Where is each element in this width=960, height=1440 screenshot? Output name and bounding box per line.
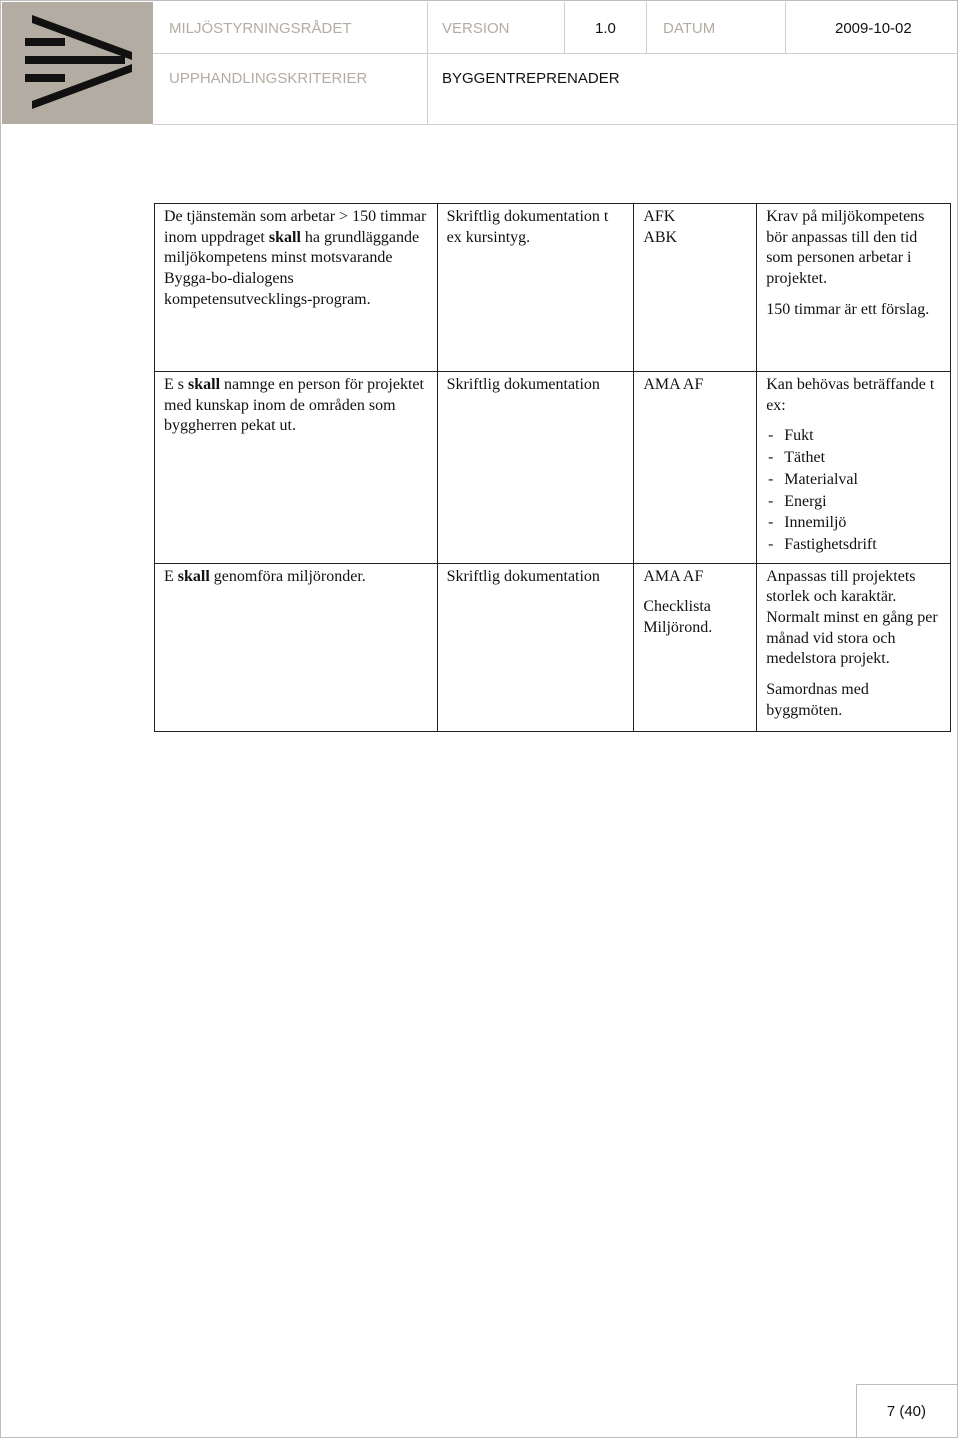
list-item: - Innemiljö bbox=[766, 513, 941, 535]
list-item: - Materialval bbox=[766, 470, 941, 492]
table-row bbox=[155, 563, 951, 731]
logo bbox=[2, 2, 153, 124]
arrow-lines-logo-icon bbox=[20, 12, 135, 112]
list-item: - Fastighetsdrift bbox=[766, 535, 941, 557]
header-column-divider bbox=[646, 2, 647, 53]
table-row bbox=[155, 372, 951, 564]
reference-cell: AMA AF bbox=[634, 372, 757, 564]
list-item: - Energi bbox=[766, 492, 941, 514]
requirement-cell: De tjänstemän som arbetar > 150 timmar inom uppdraget skall ha grundläggande miljökompetens minst motsvarande Bygga-bo-dialogens kompetensutvecklings-program. bbox=[155, 204, 438, 372]
table-row bbox=[155, 204, 951, 372]
header-column-divider bbox=[785, 2, 786, 53]
header-column-divider bbox=[564, 2, 565, 53]
header-divider bbox=[153, 53, 958, 54]
reference-cell: AFK ABK bbox=[634, 204, 757, 372]
header-bottom-border bbox=[153, 124, 958, 125]
requirement-cell: E skall genomföra miljöronder. bbox=[155, 563, 438, 731]
date-value: 2009-10-02 bbox=[835, 20, 912, 37]
version-label: VERSION bbox=[442, 20, 510, 37]
org-name: MILJÖSTYRNINGSRÅDET bbox=[169, 20, 352, 37]
date-label: DATUM bbox=[663, 20, 716, 37]
verification-cell: Skriftlig dokumentation bbox=[437, 563, 634, 731]
version-value: 1.0 bbox=[595, 20, 616, 37]
category-value: BYGGENTREPRENADER bbox=[442, 70, 620, 87]
verification-cell: Skriftlig dokumentation t ex kursintyg. bbox=[437, 204, 634, 372]
list-item: - Täthet bbox=[766, 448, 941, 470]
requirement-cell: E s skall namnge en person för projektet med kunskap inom de områden som byggherren pekat ut. bbox=[155, 372, 438, 564]
comment-cell: Anpassas till projektets storlek och karaktär. Normalt minst en gång per månad vid stora och medelstora projekt. Samordnas med byggmöten. bbox=[757, 563, 951, 731]
reference-cell: AMA AF Checklista Miljörond. bbox=[634, 563, 757, 731]
comment-cell: Kan behövas beträffande t ex: - Fukt - Täthet - Materialval - Energi - Innemiljö - Fastighetsdrift bbox=[757, 372, 951, 564]
page-number: 7 (40) bbox=[886, 1403, 926, 1420]
comment-list bbox=[766, 426, 941, 556]
header-column-divider bbox=[427, 2, 428, 124]
list-item: - Fukt bbox=[766, 426, 941, 448]
category-label: UPPHANDLINGSKRITERIER bbox=[169, 70, 368, 87]
page-number-box bbox=[856, 1384, 958, 1438]
criteria-table bbox=[154, 203, 951, 732]
verification-cell: Skriftlig dokumentation bbox=[437, 372, 634, 564]
comment-cell: Krav på miljökompetens bör anpassas till den tid som personen arbetar i projektet. 150 timmar är ett förslag. bbox=[757, 204, 951, 372]
